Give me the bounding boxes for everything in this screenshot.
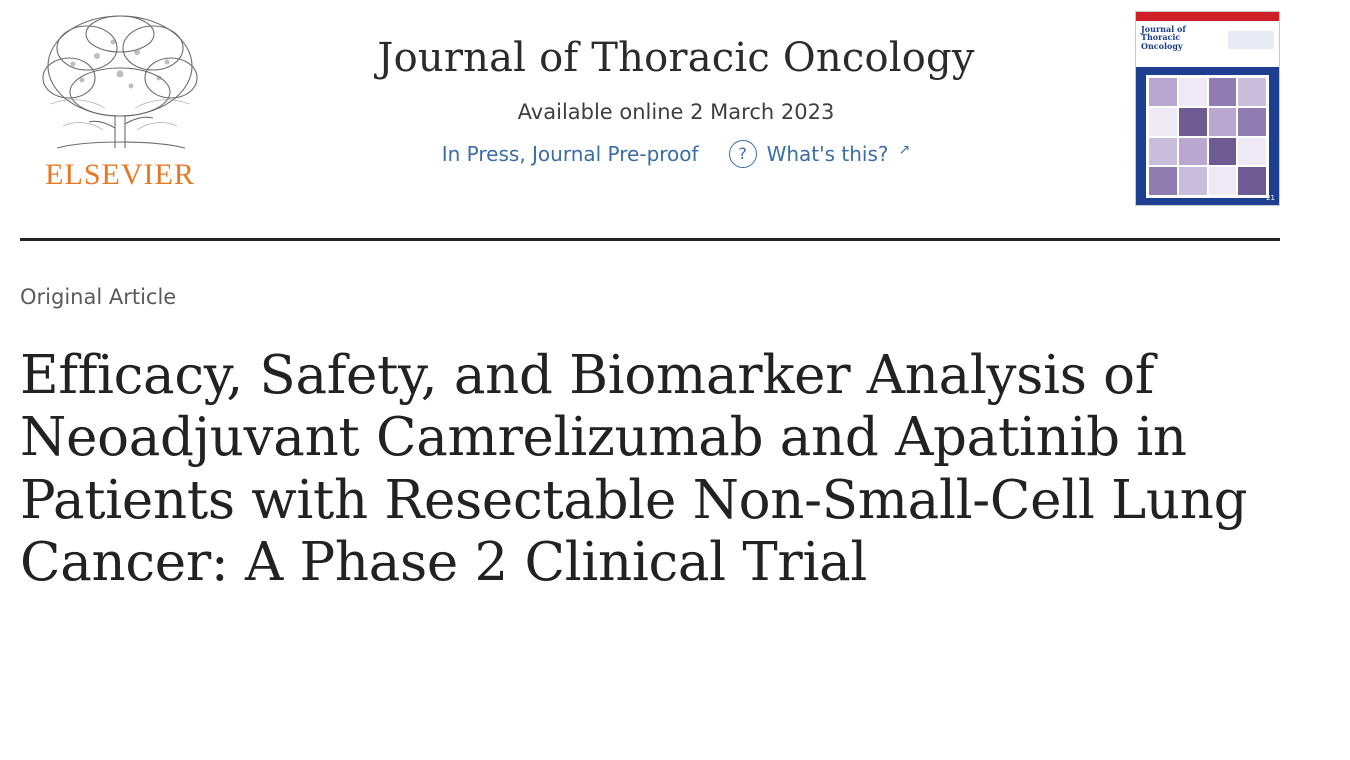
cover-tile xyxy=(1149,138,1177,166)
availability-date: Available online 2 March 2023 xyxy=(517,100,835,124)
whats-this-link[interactable] xyxy=(729,140,911,168)
cover-tile xyxy=(1209,108,1237,136)
journal-status-row xyxy=(220,140,1132,168)
external-link-icon: ↗ xyxy=(898,142,911,158)
cover-image xyxy=(1135,11,1280,206)
cover-tile xyxy=(1209,138,1237,166)
cover-tile xyxy=(1149,167,1177,195)
article-type-label: Original Article xyxy=(20,285,177,309)
cover-header xyxy=(1136,21,1279,67)
journal-header xyxy=(0,0,1350,225)
cover-society-logo xyxy=(1228,31,1274,49)
question-mark-icon: ? xyxy=(729,140,757,168)
cover-tile xyxy=(1209,167,1237,195)
cover-top-band xyxy=(1136,12,1279,21)
cover-tile xyxy=(1179,78,1207,106)
cover-tile xyxy=(1238,108,1266,136)
header-divider xyxy=(20,238,1280,241)
cover-tile xyxy=(1179,167,1207,195)
journal-info xyxy=(220,6,1132,168)
cover-tile xyxy=(1149,78,1177,106)
cover-tile xyxy=(1179,108,1207,136)
publisher-name: ELSEVIER xyxy=(45,158,195,191)
article-header xyxy=(0,225,1350,595)
cover-artwork xyxy=(1136,67,1279,206)
cover-tile xyxy=(1238,167,1266,195)
in-press-status: In Press, Journal Pre-proof xyxy=(441,142,699,166)
cover-tile xyxy=(1209,78,1237,106)
cover-page-number: 21 xyxy=(1266,194,1275,202)
cover-journal-name: Journal of Thoracic Oncology xyxy=(1141,24,1186,51)
whats-this-label: What's this? xyxy=(766,142,889,166)
elsevier-logo[interactable] xyxy=(20,6,220,190)
cover-tile xyxy=(1179,138,1207,166)
cover-image-grid xyxy=(1146,75,1269,198)
cover-tile xyxy=(1149,108,1177,136)
page-title: Efficacy, Safety, and Biomarker Analysis of Neoadjuvant Camrelizumab and Apatinib in Patients with Resectable Non-Small-Cell Lung Cancer: A Phase 2 Clinical Trial xyxy=(20,344,1248,594)
cover-tile xyxy=(1238,138,1266,166)
elsevier-tree-icon xyxy=(27,8,213,158)
journal-title: Journal of Thoracic Oncology xyxy=(377,35,975,81)
cover-tile xyxy=(1238,78,1266,106)
journal-cover-thumbnail[interactable] xyxy=(1132,6,1280,206)
